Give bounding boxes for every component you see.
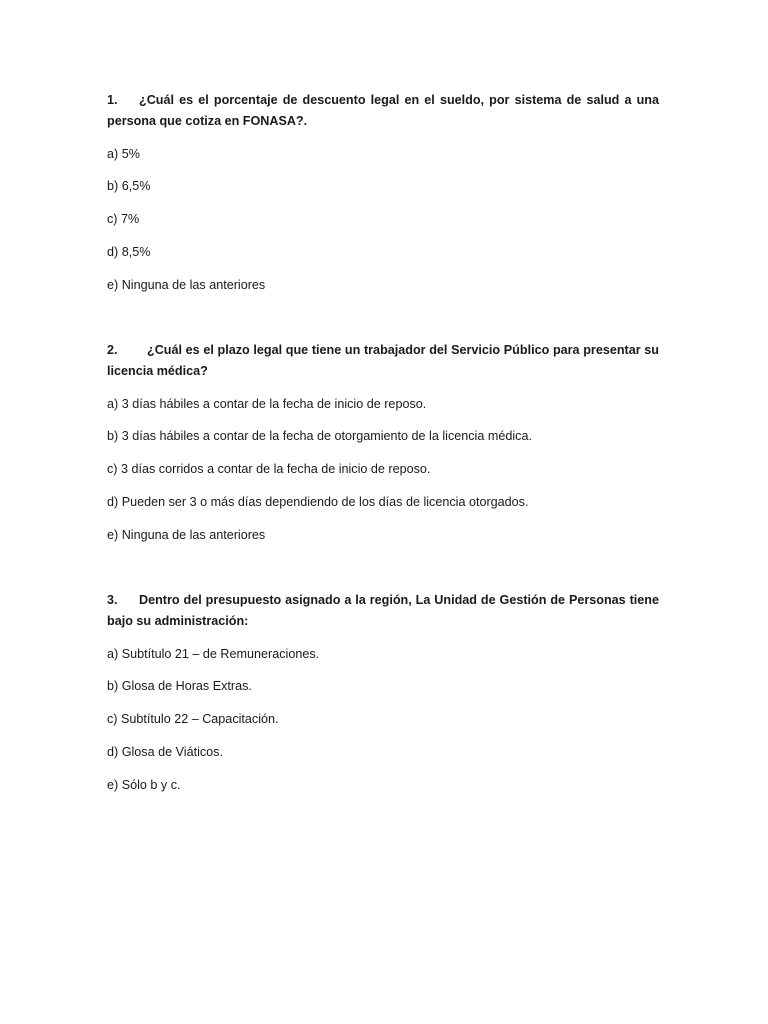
question-2-option-a: a) 3 días hábiles a contar de la fecha de inicio de reposo. xyxy=(107,397,427,411)
question-2-number: 2. xyxy=(107,343,118,357)
question-2-prompt: ¿Cuál es el plazo legal que tiene un trabajador del Servicio Público para presentar su licencia médica? xyxy=(107,343,659,378)
question-2-text xyxy=(107,340,659,382)
question-1-prompt: ¿Cuál es el porcentaje de descuento legal en el sueldo, por sistema de salud a una persona que cotiza en FONASA?. xyxy=(107,93,659,128)
question-1-option-c: c) 7% xyxy=(107,212,140,226)
question-1-option-e: e) Ninguna de las anteriores xyxy=(107,278,266,292)
question-2 xyxy=(107,340,659,542)
question-1-option-a: a) 5% xyxy=(107,147,140,161)
question-2-option-b: b) 3 días hábiles a contar de la fecha de otorgamiento de la licencia médica. xyxy=(107,429,532,443)
question-3-number: 3. xyxy=(107,593,118,607)
question-1-option-b: b) 6,5% xyxy=(107,179,151,193)
question-1-text xyxy=(107,90,659,132)
question-3-option-e: e) Sólo b y c. xyxy=(107,778,181,792)
question-3-option-c: c) Subtítulo 22 – Capacitación. xyxy=(107,712,279,726)
question-3-text xyxy=(107,590,659,632)
question-1-option-d: d) 8,5% xyxy=(107,245,151,259)
question-1 xyxy=(107,90,659,292)
question-3 xyxy=(107,590,659,792)
question-3-prompt: Dentro del presupuesto asignado a la región, La Unidad de Gestión de Personas tiene bajo su administración: xyxy=(107,593,659,628)
question-2-option-d: d) Pueden ser 3 o más días dependiendo de los días de licencia otorgados. xyxy=(107,495,529,509)
question-1-number: 1. xyxy=(107,93,118,107)
question-3-option-b: b) Glosa de Horas Extras. xyxy=(107,679,252,693)
question-3-option-d: d) Glosa de Viáticos. xyxy=(107,745,223,759)
question-2-option-c: c) 3 días corridos a contar de la fecha de inicio de reposo. xyxy=(107,462,431,476)
question-3-option-a: a) Subtítulo 21 – de Remuneraciones. xyxy=(107,647,320,661)
question-2-option-e: e) Ninguna de las anteriores xyxy=(107,528,266,542)
